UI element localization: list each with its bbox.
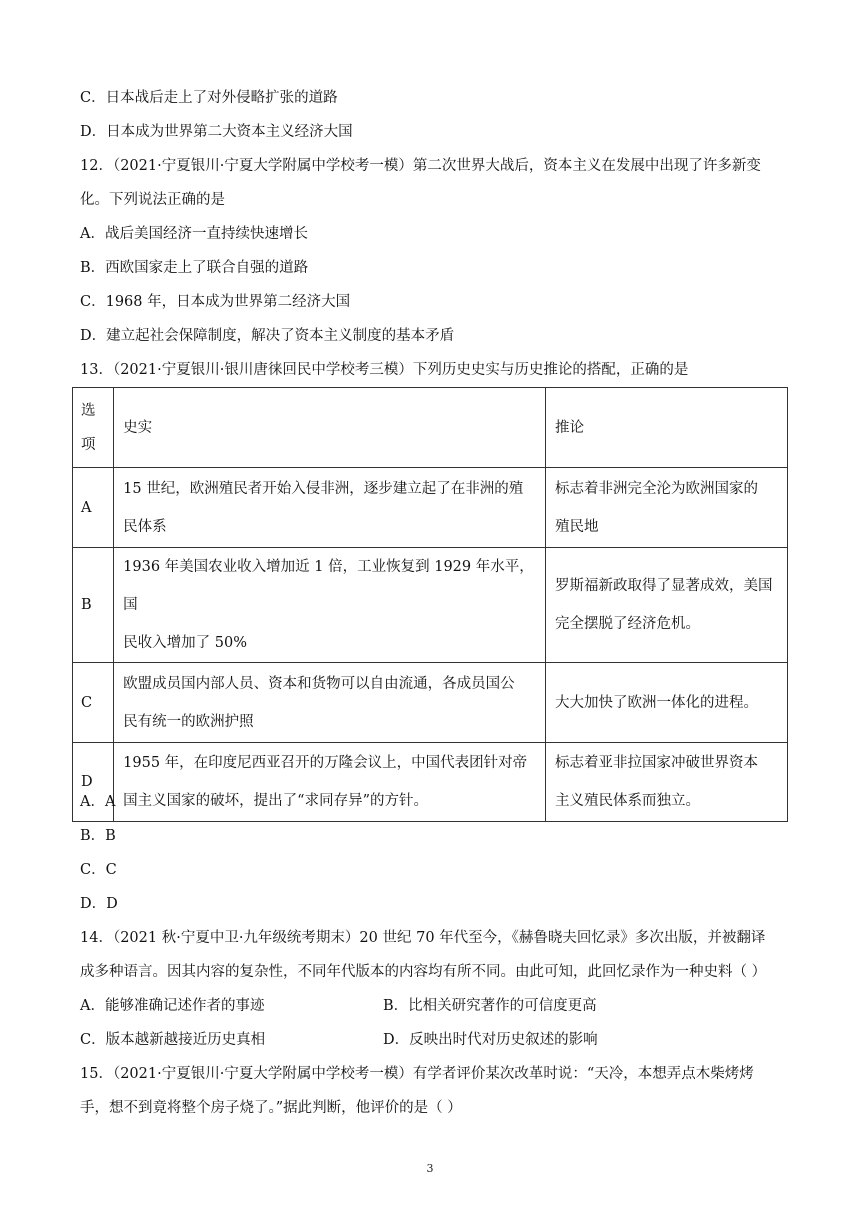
page-number: 3 <box>426 1162 434 1175</box>
q12-stem-line1: 12．（2021·宁夏银川·宁夏大学附属中学校考一模）第二次世界大战后，资本主义在发展中出现了许多新变 <box>80 158 761 174</box>
header-option-cell <box>73 388 114 468</box>
table-row <box>73 468 788 548</box>
q14-stem-line1: 14．（2021 秋·宁夏中卫·九年级统考期末）20 世纪 70 年代至今，《赫鲁晓夫回忆录》多次出版，并被翻译 <box>80 930 766 946</box>
table-row <box>73 663 788 743</box>
inference-line: 完全摆脱了经济危机。 <box>554 616 700 632</box>
table-row <box>73 743 788 822</box>
q13-option-d: D．D <box>80 896 118 912</box>
inference-cell <box>545 663 787 743</box>
inference-line: 大大加快了欧洲一体化的进程。 <box>554 694 758 711</box>
q12-option-d: D．建立起社会保障制度，解决了资本主义制度的基本矛盾 <box>80 328 455 344</box>
header-inference-cell: 推论 <box>545 388 787 468</box>
inference-cell <box>545 548 787 663</box>
fact-line: 民体系 <box>123 518 167 535</box>
fact-line: 1936 年美国农业收入增加近 1 倍，工业恢复到 1929 年水平，国 <box>123 559 534 613</box>
q13-stem: 13．（2021·宁夏银川·银川唐徕回民中学校考三模）下列历史史实与历史推论的搭配，正确的是 <box>80 362 689 378</box>
fact-line: 国主义国家的破坏，提出了“求同存异”的方针。 <box>123 793 428 809</box>
q13-option-a: A．A <box>80 794 116 810</box>
fact-cell <box>114 743 546 822</box>
inference-line: 标志着亚非拉国家冲破世界资本 <box>554 755 758 771</box>
q14-option-b: B．比相关研究著作的可信度更高 <box>383 998 597 1014</box>
q11-option-c: C．日本战后走上了对外侵略扩张的道路 <box>80 90 338 106</box>
table-header-row <box>73 388 788 468</box>
inference-cell <box>545 468 787 548</box>
fact-line: 欧盟成员国内部人员、资本和货物可以自由流通，各成员国公 <box>123 675 515 692</box>
option-cell: B <box>73 548 114 663</box>
option-cell: C <box>73 663 114 743</box>
q12-stem-line2: 化。下列说法正确的是 <box>80 192 225 208</box>
inference-line: 罗斯福新政取得了显著成效，美国 <box>554 578 773 594</box>
fact-line: 民有统一的欧洲护照 <box>123 713 254 730</box>
q13-option-b: B．B <box>80 828 116 844</box>
header-fact-cell: 史实 <box>114 388 546 468</box>
inference-line: 主义殖民体系而独立。 <box>554 793 700 809</box>
fact-line: 15 世纪，欧洲殖民者开始入侵非洲，逐步建立起了在非洲的殖 <box>123 480 524 497</box>
q11-option-d: D．日本成为世界第二大资本主义经济大国 <box>80 124 353 140</box>
fact-line: 民收入增加了 50% <box>123 635 248 651</box>
q12-option-a: A．战后美国经济一直持续快速增长 <box>80 226 308 242</box>
q14-option-d: D．反映出时代对历史叙述的影响 <box>383 1032 598 1048</box>
q14-option-a: A．能够准确记述作者的事迹 <box>80 998 265 1014</box>
option-cell: D <box>73 743 114 822</box>
fact-cell <box>114 468 546 548</box>
header-option-line1: 选 <box>81 402 96 419</box>
fact-line: 1955 年，在印度尼西亚召开的万隆会议上，中国代表团针对帝 <box>123 755 528 771</box>
fact-cell <box>114 663 546 743</box>
q13-table <box>72 387 788 822</box>
fact-cell <box>114 548 546 663</box>
inference-cell <box>545 743 787 822</box>
q14-option-c: C．版本越新越接近历史真相 <box>80 1032 266 1048</box>
q14-stem-line2: 成多种语言。因其内容的复杂性，不同年代版本的内容均有所不同。由此可知，此回忆录作为一种史料（ ） <box>80 964 767 980</box>
q13-option-c: C．C <box>80 862 117 878</box>
inference-line: 标志着非洲完全沦为欧洲国家的 <box>554 480 758 497</box>
option-cell: A <box>73 468 114 548</box>
q12-option-b: B．西欧国家走上了联合自强的道路 <box>80 260 309 276</box>
table-row <box>73 548 788 663</box>
q15-stem-line2: 手，想不到竟将整个房子烧了。”据此判断，他评价的是（ ） <box>80 1100 462 1116</box>
q12-option-c: C．1968 年，日本成为世界第二经济大国 <box>80 294 351 310</box>
inference-line: 殖民地 <box>554 518 599 535</box>
header-option-line2: 项 <box>81 436 96 453</box>
q15-stem-line1: 15．（2021·宁夏银川·宁夏大学附属中学校考一模）有学者评价某次改革时说：“天冷，本想弄点木柴烤烤 <box>80 1066 754 1082</box>
